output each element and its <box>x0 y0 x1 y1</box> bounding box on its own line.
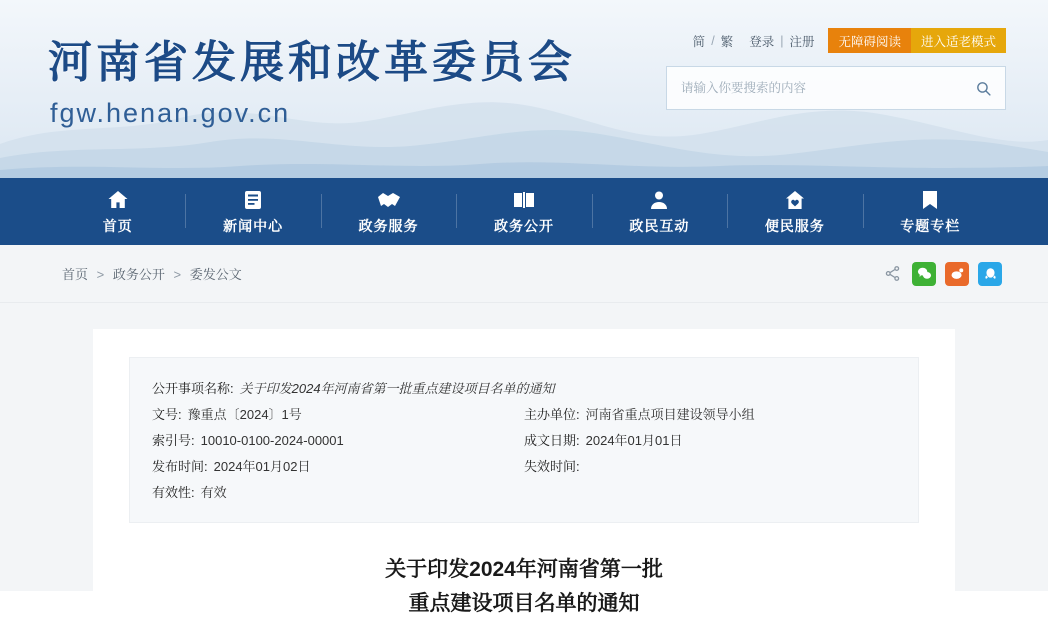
nav-item-home[interactable] <box>50 178 185 245</box>
meta-value: 河南省重点项目建设领导小组 <box>585 407 755 422</box>
nav-label: 新闻中心 <box>223 217 284 234</box>
meta-row <box>152 480 896 506</box>
site-header <box>0 0 1048 178</box>
meta-value: 关于印发2024年河南省第一批重点建设项目名单的通知 <box>239 381 555 396</box>
meta-publish-time <box>152 454 524 480</box>
meta-value: 有效 <box>200 485 227 500</box>
nav-item-interaction[interactable] <box>592 178 727 245</box>
lang-separator: / <box>711 33 715 48</box>
breadcrumb <box>62 264 881 283</box>
search-button[interactable] <box>961 67 1005 109</box>
meta-value <box>580 454 586 480</box>
bookmark-icon <box>919 188 941 212</box>
breadcrumb-separator: > <box>173 267 182 282</box>
breadcrumb-item-home[interactable]: 首页 <box>62 267 89 282</box>
meta-index <box>152 428 524 454</box>
document-title-line-1: 关于印发2024年河南省第一批 <box>385 558 663 581</box>
nav-item-special-topics[interactable] <box>863 178 998 245</box>
share-group <box>881 262 1002 286</box>
elderly-mode-button[interactable]: 进入适老模式 <box>911 28 1006 53</box>
meta-value: 豫重点〔2024〕1号 <box>187 407 302 422</box>
meta-label: 发布时间: <box>152 459 208 474</box>
document-card <box>93 329 955 615</box>
login-separator: | <box>780 33 784 48</box>
lang-simplified-link[interactable]: 简 <box>692 34 706 49</box>
meta-host-unit <box>524 402 896 428</box>
top-utility-links <box>689 28 1006 53</box>
breadcrumb-separator: > <box>96 267 105 282</box>
meta-label: 有效性: <box>152 485 195 500</box>
user-icon <box>647 188 671 212</box>
meta-value: 10010-0100-2024-00001 <box>200 433 344 448</box>
nav-label: 便民服务 <box>764 217 825 234</box>
handshake-icon <box>376 188 402 212</box>
meta-invalid-time <box>524 454 896 480</box>
meta-row <box>152 402 896 428</box>
meta-value: 2024年01月02日 <box>213 459 311 474</box>
register-link[interactable]: 注册 <box>789 34 815 49</box>
lang-traditional-link[interactable]: 繁 <box>720 34 734 49</box>
nav-label: 专题专栏 <box>900 217 961 234</box>
page-title <box>129 523 919 621</box>
search-box[interactable] <box>666 66 1006 110</box>
qq-icon[interactable] <box>978 262 1002 286</box>
search-input[interactable] <box>667 67 961 109</box>
breadcrumb-item-committee-documents[interactable]: 委发公文 <box>189 267 242 282</box>
meta-label: 失效时间: <box>524 459 580 474</box>
nav-label: 政民互动 <box>629 217 690 234</box>
main-navigation <box>0 178 1048 245</box>
meta-row <box>152 454 896 480</box>
meta-validity <box>152 480 896 506</box>
nav-item-gov-service[interactable] <box>321 178 456 245</box>
meta-docnum <box>152 402 524 428</box>
nav-item-convenience[interactable] <box>727 178 862 245</box>
nav-label: 政务公开 <box>493 217 554 234</box>
wechat-icon[interactable] <box>912 262 936 286</box>
nav-item-gov-open[interactable] <box>456 178 591 245</box>
share-nodes-icon[interactable] <box>881 263 903 285</box>
meta-row <box>152 428 896 454</box>
meta-label: 公开事项名称: <box>152 381 234 396</box>
breadcrumb-item-gov-open[interactable]: 政务公开 <box>112 267 165 282</box>
home-icon <box>106 188 130 212</box>
meta-label: 文号: <box>152 407 182 422</box>
book-icon <box>511 188 537 212</box>
nav-item-news[interactable] <box>185 178 320 245</box>
meta-value: 2024年01月01日 <box>585 433 683 448</box>
login-link[interactable]: 登录 <box>749 34 775 49</box>
breadcrumb-bar <box>0 245 1048 303</box>
accessible-reading-button[interactable]: 无障碍阅读 <box>828 28 911 53</box>
document-title-line-2: 重点建设项目名单的通知 <box>408 592 640 615</box>
meta-label: 主办单位: <box>524 407 580 422</box>
site-domain: fgw.henan.gov.cn <box>50 98 291 128</box>
meta-issued-date <box>524 428 896 454</box>
nav-label: 首页 <box>102 217 133 234</box>
weibo-icon[interactable] <box>945 262 969 286</box>
meta-label: 索引号: <box>152 433 195 448</box>
document-meta-box <box>129 357 919 523</box>
house-heart-icon <box>783 188 807 212</box>
news-icon <box>241 188 265 212</box>
meta-subject <box>152 376 896 402</box>
page-content <box>0 303 1048 615</box>
search-icon <box>975 80 992 97</box>
nav-label: 政务服务 <box>358 217 419 234</box>
site-title: 河南省发展和改革委员会 <box>48 38 576 87</box>
meta-row <box>152 376 896 402</box>
meta-label: 成文日期: <box>524 433 580 448</box>
